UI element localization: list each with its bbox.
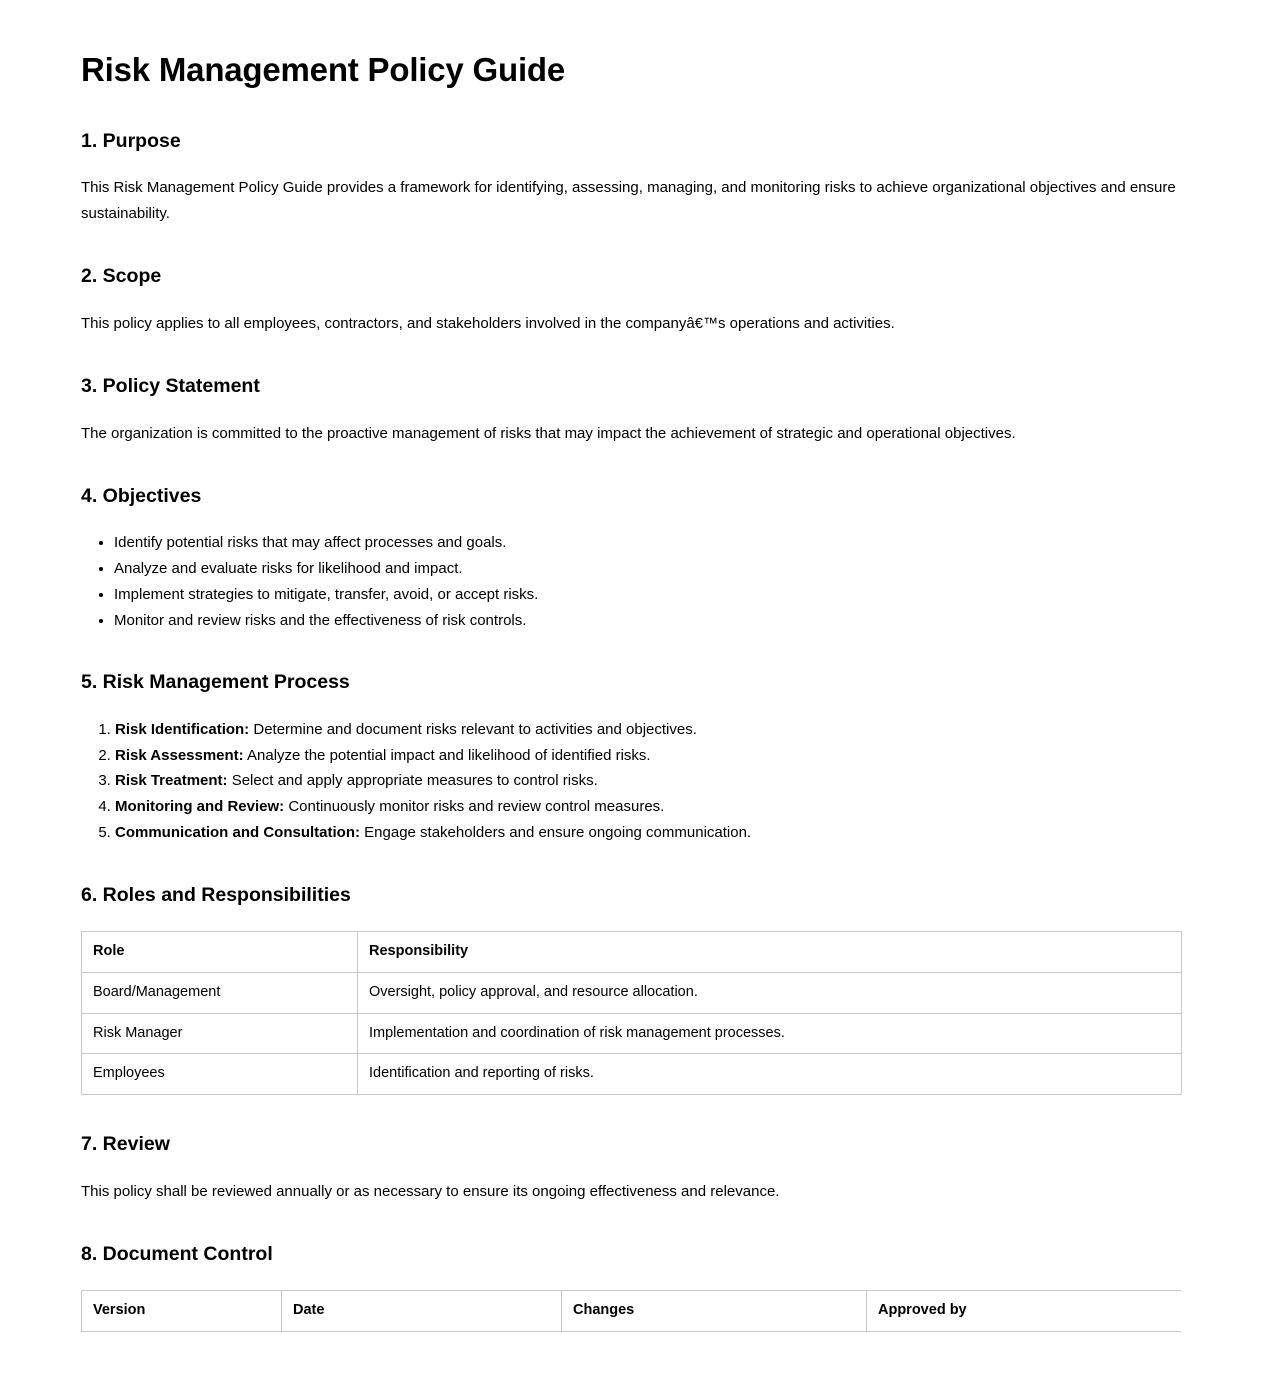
- column-header: Date: [282, 1291, 562, 1332]
- list-item: • Analyze and evaluate risks for likelihood and impact.: [114, 556, 1181, 582]
- list-item-lead: Communication and Consultation:: [115, 823, 360, 841]
- roles-table-header: [82, 932, 1182, 973]
- section-policy-statement: [81, 375, 1181, 447]
- roles-responsibilities-table: [81, 931, 1182, 1095]
- section-heading-document-control: 8. Document Control: [81, 1242, 273, 1265]
- list-item: • Implement strategies to mitigate, transfer, avoid, or accept risks.: [114, 582, 1181, 608]
- table-cell: Oversight, policy approval, and resource allocation.: [358, 972, 1182, 1013]
- section-review: [81, 1133, 1181, 1205]
- list-item: 4. Monitoring and Review: Continuously monitor risks and review control measures.: [115, 794, 1181, 820]
- list-item: 1. Risk Identification: Determine and document risks relevant to activities and objectives.: [115, 717, 1181, 743]
- section-objectives: [81, 485, 1181, 634]
- section-heading-objectives: 4. Objectives: [81, 484, 202, 507]
- list-item-lead: Risk Treatment:: [115, 772, 228, 790]
- list-item: 2. Risk Assessment: Analyze the potential impact and likelihood of identified risks.: [115, 743, 1181, 769]
- table-row: [82, 1054, 1182, 1095]
- roles-table-body: [82, 972, 1182, 1094]
- table-header-row: [82, 932, 1182, 973]
- paragraph-scope: This policy applies to all employees, contractors, and stakeholders involved in the companyâ€™s operations and activities.: [81, 314, 895, 332]
- table-cell: Employees: [82, 1054, 358, 1095]
- list-item-lead: Risk Assessment:: [115, 746, 244, 764]
- page-title: Risk Management Policy Guide: [81, 51, 566, 88]
- column-header: Responsibility: [358, 932, 1182, 973]
- section-scope: [81, 265, 1181, 337]
- section-heading-review: 7. Review: [81, 1133, 170, 1156]
- list-item: • Monitor and review risks and the effectiveness of risk controls.: [114, 608, 1181, 634]
- table-row: [82, 1013, 1182, 1054]
- process-list: [81, 717, 1181, 846]
- section-heading-scope: 2. Scope: [81, 265, 162, 288]
- list-item-lead: Risk Identification:: [115, 720, 250, 738]
- section-roles-responsibilities: [81, 884, 1181, 1095]
- section-heading-roles: 6. Roles and Responsibilities: [81, 883, 351, 906]
- table-cell: Risk Manager: [82, 1013, 358, 1054]
- paragraph-purpose: This Risk Management Policy Guide provides a framework for identifying, assessing, managing, and monitoring risks to achieve organizational objectives and ensure sustainability.: [81, 178, 1176, 223]
- section-purpose: [81, 130, 1181, 228]
- column-header: Role: [82, 932, 358, 973]
- paragraph-policy-statement: The organization is committed to the proactive management of risks that may impact the achievement of strategic and operational objectives.: [81, 424, 1016, 442]
- column-header: Approved by: [867, 1291, 1182, 1332]
- list-item-lead: Monitoring and Review:: [115, 798, 285, 816]
- paragraph-review: This policy shall be reviewed annually or as necessary to ensure its ongoing effectiveness and relevance.: [81, 1182, 780, 1200]
- table-row: [82, 972, 1182, 1013]
- section-heading-purpose: 1. Purpose: [81, 129, 181, 152]
- section-document-control: [81, 1243, 1181, 1332]
- table-cell: Implementation and coordination of risk management processes.: [358, 1013, 1182, 1054]
- section-heading-policy-statement: 3. Policy Statement: [81, 375, 260, 398]
- table-cell: Identification and reporting of risks.: [358, 1054, 1182, 1095]
- table-cell: Board/Management: [82, 972, 358, 1013]
- document-control-table: [81, 1290, 1181, 1332]
- list-item: 3. Risk Treatment: Select and apply appropriate measures to control risks.: [115, 768, 1181, 794]
- section-heading-process: 5. Risk Management Process: [81, 671, 350, 694]
- column-header: Changes: [562, 1291, 867, 1332]
- column-header: Version: [82, 1291, 282, 1332]
- section-risk-management-process: [81, 671, 1181, 845]
- objectives-list: [81, 530, 1181, 633]
- list-item: • Identify potential risks that may affect processes and goals.: [114, 530, 1181, 556]
- list-item: 5. Communication and Consultation: Engage stakeholders and ensure ongoing communication.: [115, 820, 1181, 846]
- document-control-table-header: [82, 1291, 1182, 1332]
- table-header-row: [82, 1291, 1182, 1332]
